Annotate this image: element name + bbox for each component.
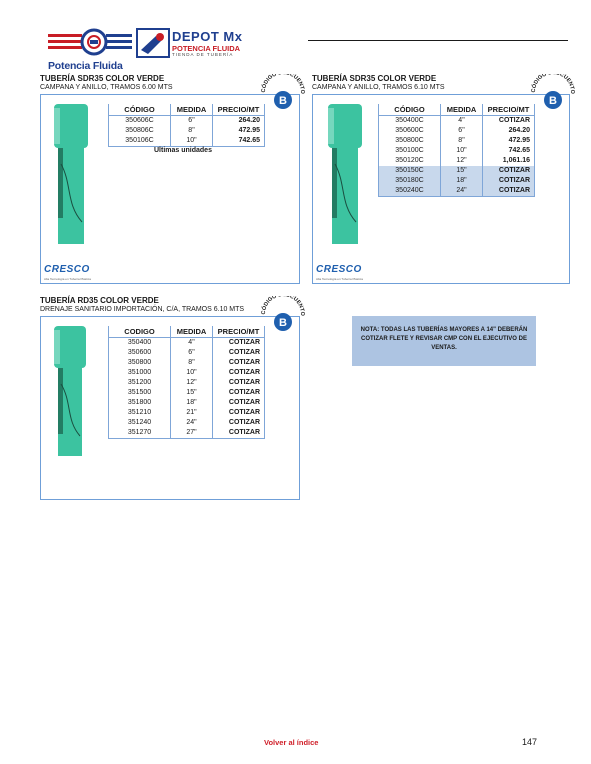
cell-size: 12" — [441, 156, 483, 166]
cell-size: 4" — [171, 338, 213, 349]
col-header-price: PRECIO/MT — [213, 326, 265, 338]
panel-title: TUBERÍA SDR35 COLOR VERDE — [40, 74, 165, 83]
cell-price: COTIZAR — [228, 359, 260, 366]
cresco-tagline: Alta Tecnología en Tubería Plástica — [316, 277, 363, 281]
table-row — [379, 156, 535, 166]
cell-size: 10" — [441, 146, 483, 156]
price-table — [108, 326, 265, 439]
table-row — [109, 408, 265, 418]
panel-title: TUBERÍA RD35 COLOR VERDE — [40, 296, 159, 305]
table-row — [109, 398, 265, 408]
table-row — [109, 338, 265, 349]
green-pipe-image — [52, 104, 90, 244]
cell-price: 742.65 — [238, 137, 260, 144]
badge-letter: B — [279, 95, 287, 107]
cell-code: 350400C — [395, 117, 424, 124]
cell-price: COTIZAR — [483, 176, 535, 186]
table-row — [109, 358, 265, 368]
cell-size: 6" — [171, 116, 213, 127]
table-row — [109, 388, 265, 398]
potencia-fluida-logo — [48, 26, 134, 76]
green-pipe-image — [52, 326, 88, 456]
table-row — [109, 368, 265, 378]
cell-code: 350606C — [125, 117, 154, 124]
cell-size: 18" — [171, 398, 213, 408]
badge-arc-text: CÓDIGO CUENTO — [260, 74, 306, 94]
header-divider — [308, 40, 568, 41]
cell-code: 351270 — [127, 429, 152, 436]
col-header-code: CÓDIGO — [109, 104, 171, 116]
product-panel-1 — [40, 74, 306, 286]
cell-code: 350600C — [395, 127, 424, 134]
badge-arc-text: CÓDIGO CUENTO — [530, 74, 576, 94]
cell-code: 351000 — [127, 369, 152, 376]
table-row — [109, 378, 265, 388]
cell-price: COTIZAR — [228, 339, 260, 346]
cell-size: 27" — [171, 428, 213, 439]
panel-subtitle: CAMPANA Y ANILLO, TRAMOS 6.00 MTS — [40, 84, 173, 91]
table-row — [379, 136, 535, 146]
cell-price: COTIZAR — [483, 166, 535, 176]
cell-price: COTIZAR — [228, 419, 260, 426]
green-pipe-image — [326, 104, 364, 244]
badge-letter: B — [549, 95, 557, 107]
cell-code: 350800C — [395, 137, 424, 144]
cell-price: COTIZAR — [228, 409, 260, 416]
discount-code-badge — [528, 74, 578, 124]
cell-size: 6" — [171, 348, 213, 358]
col-header-price: PRECIO/MT — [213, 104, 265, 116]
cell-price: COTIZAR — [228, 399, 260, 406]
table-row — [109, 418, 265, 428]
cell-size: 4" — [441, 116, 483, 127]
cell-code: 351210 — [127, 409, 152, 416]
col-header-size: MEDIDA — [171, 104, 213, 116]
brand1-name: Potencia Fluida — [48, 60, 123, 72]
brand2-tagline: TIENDA DE TUBERÍA — [172, 52, 234, 57]
cell-size: 12" — [171, 378, 213, 388]
cell-code: 350806C — [125, 127, 154, 134]
freight-note-box — [352, 316, 536, 366]
cell-size: 8" — [171, 126, 213, 136]
cell-size: 8" — [441, 136, 483, 146]
back-to-index-link[interactable]: Volver al índice — [264, 738, 319, 747]
col-header-size: MEDIDA — [171, 326, 213, 338]
badge-letter: B — [279, 317, 287, 329]
cell-price: COTIZAR — [228, 369, 260, 376]
cell-size: 18" — [441, 176, 483, 186]
cell-price: COTIZAR — [228, 349, 260, 356]
cresco-logo: CRESCO — [316, 264, 362, 275]
cell-size: 24" — [441, 186, 483, 197]
cell-price: COTIZAR — [483, 186, 535, 197]
discount-code-badge — [258, 74, 308, 124]
cell-code: 350240C — [379, 186, 441, 197]
cell-price: 264.20 — [508, 127, 530, 134]
cell-size: 15" — [441, 166, 483, 176]
cell-price: 742.65 — [508, 147, 530, 154]
price-table — [108, 104, 265, 147]
table-row — [379, 116, 535, 127]
table-row — [109, 116, 265, 127]
table-row — [379, 146, 535, 156]
cell-size: 8" — [171, 358, 213, 368]
table-row — [379, 166, 535, 176]
brand2-title: DEPOT Mx — [172, 29, 243, 44]
table-row — [109, 428, 265, 439]
panel-title: TUBERÍA SDR35 COLOR VERDE — [312, 74, 437, 83]
gear-logo-icon — [48, 26, 134, 62]
cell-code: 350180C — [379, 176, 441, 186]
cell-code: 351200 — [127, 379, 152, 386]
cell-size: 15" — [171, 388, 213, 398]
cell-code: 350100C — [395, 147, 424, 154]
cresco-logo: CRESCO — [44, 264, 90, 275]
price-table — [378, 104, 535, 197]
product-panel-3 — [40, 296, 306, 502]
table-row — [109, 348, 265, 358]
cell-code: 350106C — [125, 137, 154, 144]
cell-price: 472.95 — [508, 137, 530, 144]
cresco-tagline: Alta Tecnología en Tubería Plástica — [44, 277, 91, 281]
badge-arc-text: CÓDIGO CUENTO — [260, 296, 306, 316]
col-header-code: CODIGO — [109, 326, 171, 338]
table-row — [109, 126, 265, 136]
cell-price: COTIZAR — [228, 389, 260, 396]
cell-size: 6" — [441, 126, 483, 136]
freight-note-text: NOTA: TODAS LAS TUBERÍAS MAYORES A 14" DEBERÁN COTIZAR FLETE Y REVISAR CMP CON EL EJECUTIVO DE VENTAS. — [360, 327, 528, 351]
last-units-note: Ultimas unidades — [154, 147, 212, 154]
cell-code: 350120C — [395, 157, 424, 164]
col-header-code: CÓDIGO — [379, 104, 441, 116]
table-row — [379, 176, 535, 186]
panel-subtitle: DRENAJE SANITARIO IMPORTACIÓN, C/A, TRAMOS 6.10 MTS — [40, 306, 245, 313]
col-header-size: MEDIDA — [441, 104, 483, 116]
cell-code: 350800 — [127, 359, 152, 366]
cell-price: 264.20 — [238, 117, 260, 124]
panel-subtitle: CAMPANA Y ANILLO, TRAMOS 6.10 MTS — [312, 84, 445, 91]
table-row — [109, 136, 265, 147]
cell-price: COTIZAR — [498, 117, 530, 124]
page-number: 147 — [522, 737, 538, 747]
cell-price: 472.95 — [238, 127, 260, 134]
cell-price: 1,061.16 — [502, 157, 530, 164]
cell-code: 351240 — [127, 419, 152, 426]
cell-code: 350600 — [127, 349, 152, 356]
cell-code: 350400 — [127, 339, 152, 346]
pipe-logo-icon — [136, 28, 170, 58]
table-row — [379, 186, 535, 197]
cell-code: 351500 — [127, 389, 152, 396]
cell-size: 10" — [171, 368, 213, 378]
product-panel-2 — [312, 74, 574, 286]
col-header-price: PRECIO/MT — [483, 104, 535, 116]
brand2-subtitle: POTENCIA FLUIDA — [172, 44, 241, 53]
cell-size: 10" — [171, 136, 213, 147]
depot-mx-logo — [136, 28, 246, 58]
discount-code-badge — [258, 296, 308, 346]
table-row — [379, 126, 535, 136]
cell-size: 24" — [171, 418, 213, 428]
cell-price: COTIZAR — [228, 429, 260, 436]
cell-price: COTIZAR — [228, 379, 260, 386]
cell-code: 351800 — [127, 399, 152, 406]
cell-code: 350150C — [379, 166, 441, 176]
cell-size: 21" — [171, 408, 213, 418]
